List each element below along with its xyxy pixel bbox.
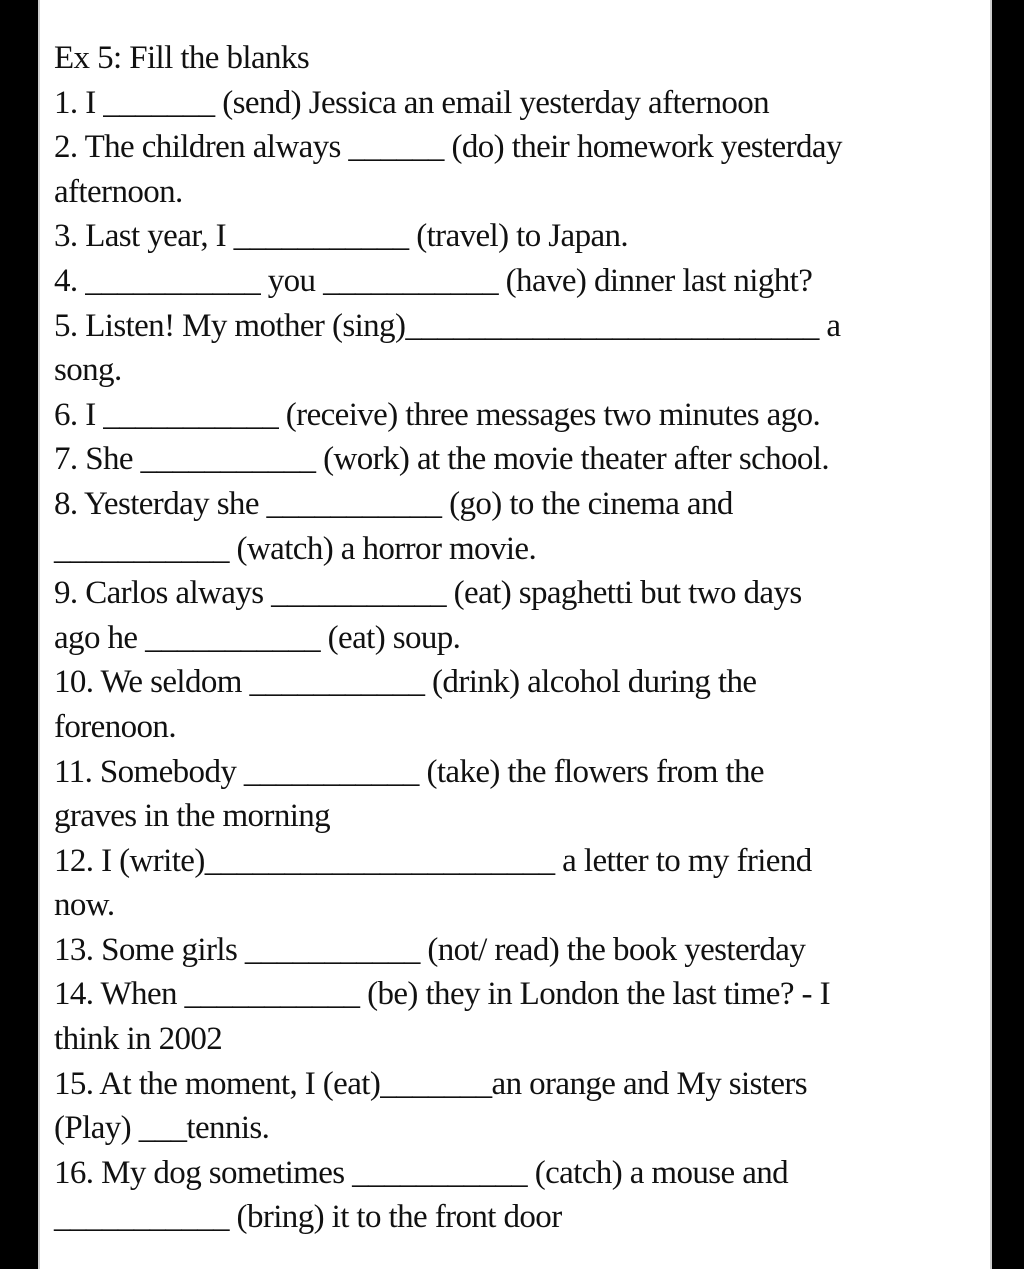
item-line: now. [54,887,115,924]
item-line: 11. Somebody ___________ (take) the flowers from the [54,753,764,790]
item-line: graves in the morning [54,798,331,835]
exercise-item-14 [54,972,984,1061]
item-line: 14. When ___________ (be) they in London the last time? - I [54,976,830,1013]
item-line: 16. My dog sometimes ___________ (catch) a mouse and [54,1154,789,1191]
exercise-item-10 [54,660,984,749]
exercise-content [54,36,984,1240]
item-line: 15. At the moment, I (eat)_______an orange and My sisters [54,1065,808,1102]
item-line: think in 2002 [54,1021,223,1058]
item-line: 4. ___________ you ___________ (have) dinner last night? [54,262,813,299]
item-line: 8. Yesterday she ___________ (go) to the cinema and [54,485,733,522]
item-line: 9. Carlos always ___________ (eat) spaghetti but two days [54,575,802,612]
exercise-item-9 [54,571,984,660]
item-line: 3. Last year, I ___________ (travel) to Japan. [54,218,629,255]
exercise-title: Ex 5: Fill the blanks [54,40,310,76]
exercise-item-16 [54,1151,984,1240]
exercise-item-7 [54,437,984,482]
exercise-item-8 [54,482,984,571]
item-line: (Play) ___tennis. [54,1110,270,1147]
exercise-item-1 [54,81,984,126]
item-line: 6. I ___________ (receive) three messages two minutes ago. [54,396,821,433]
item-line: ago he ___________ (eat) soup. [54,619,461,656]
item-line: 1. I _______ (send) Jessica an email yesterday afternoon [54,84,770,121]
item-line: 10. We seldom ___________ (drink) alcohol during the [54,664,757,701]
item-line: 2. The children always ______ (do) their homework yesterday [54,129,842,166]
item-line: 13. Some girls ___________ (not/ read) the book yesterday [54,931,806,968]
item-line: ___________ (watch) a horror movie. [54,530,537,567]
item-line: forenoon. [54,708,176,745]
item-line: 12. I (write)______________________ a letter to my friend [54,842,812,879]
exercise-item-11 [54,750,984,839]
worksheet-page [38,0,992,1269]
exercise-item-3 [54,214,984,259]
exercise-item-13 [54,928,984,973]
exercise-item-2 [54,125,984,214]
exercise-item-5 [54,304,984,393]
item-line: song. [54,352,122,389]
item-line: afternoon. [54,173,183,210]
exercise-item-6 [54,393,984,438]
item-line: 5. Listen! My mother (sing)__________________________ a [54,307,841,344]
item-line: 7. She ___________ (work) at the movie theater after school. [54,441,830,478]
exercise-item-4 [54,259,984,304]
exercise-item-15 [54,1062,984,1151]
item-line: ___________ (bring) it to the front door [54,1199,562,1236]
exercise-item-12 [54,839,984,928]
